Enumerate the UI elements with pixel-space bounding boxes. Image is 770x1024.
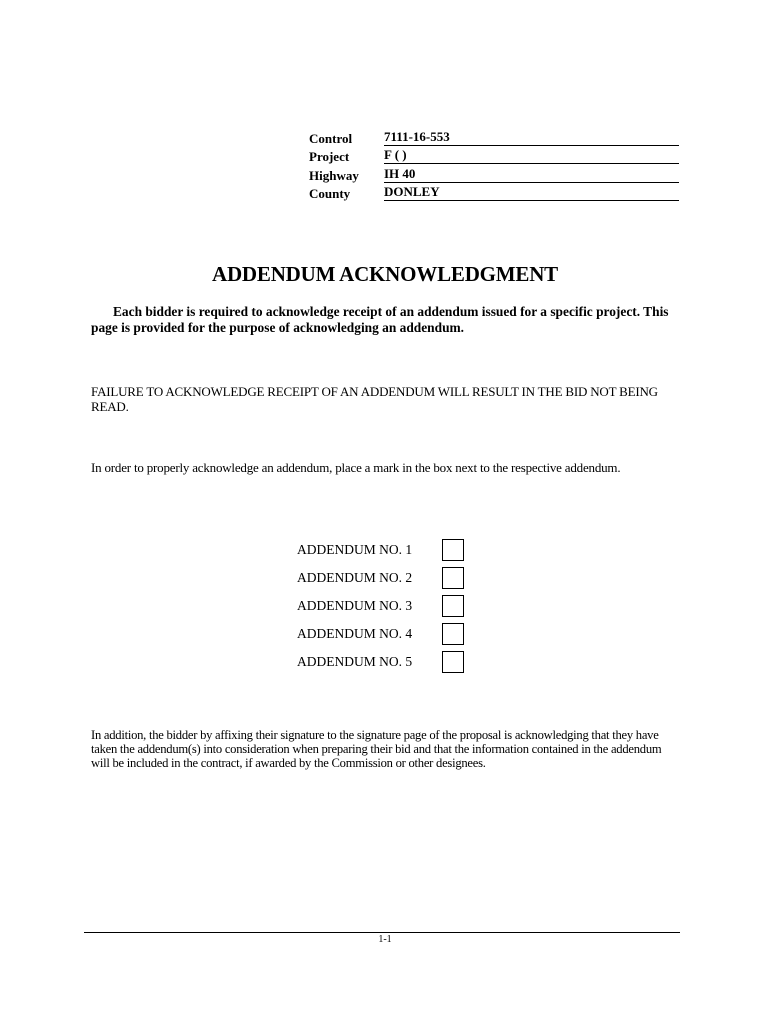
addendum-label-4: ADDENDUM NO. 4: [297, 626, 413, 641]
addendum-list: [297, 536, 477, 676]
addendum-checkbox-1[interactable]: [442, 539, 464, 561]
addendum-label-1: ADDENDUM NO. 1: [297, 542, 413, 557]
warning-paragraph: FAILURE TO ACKNOWLEDGE RECEIPT OF AN ADDENDUM WILL RESULT IN THE BID NOT BEING READ.: [91, 384, 658, 414]
footer-divider: [84, 932, 680, 933]
instruction-paragraph: In order to properly acknowledge an addendum, place a mark in the box next to the respective addendum.: [91, 460, 621, 475]
addendum-checkbox-5[interactable]: [442, 651, 464, 673]
addendum-checkbox-3[interactable]: [442, 595, 464, 617]
highway-label: Highway: [309, 167, 359, 183]
addendum-checkbox-2[interactable]: [442, 567, 464, 589]
project-info-block: [309, 127, 679, 201]
page-number: 1-1: [378, 934, 392, 945]
county-row: [309, 183, 679, 202]
control-value: 7111-16-553: [384, 129, 679, 146]
highway-row: [309, 164, 679, 183]
addendum-label-3: ADDENDUM NO. 3: [297, 598, 413, 613]
addendum-row-4: [297, 620, 477, 648]
addendum-label-2: ADDENDUM NO. 2: [297, 570, 413, 585]
closing-paragraph: In addition, the bidder by affixing their signature to the signature page of the proposal is acknowledging that they have taken the addendum(s) into consideration when preparing their bid and that the information contained in the addendum will be included in the contract, if awarded by the Commission or other designees.: [91, 728, 662, 770]
addendum-label-5: ADDENDUM NO. 5: [297, 654, 413, 669]
addendum-row-2: [297, 564, 477, 592]
control-row: [309, 127, 679, 146]
page-title: ADDENDUM ACKNOWLEDGMENT: [212, 262, 558, 286]
addendum-row-3: [297, 592, 477, 620]
addendum-row-1: [297, 536, 477, 564]
project-value: F ( ): [384, 147, 679, 164]
addendum-row-5: [297, 648, 477, 676]
county-label: County: [309, 186, 351, 201]
intro-paragraph: Each bidder is required to acknowledge receipt of an addendum issued for a specific project. This page is provided for the purpose of acknowledging an addendum.: [91, 304, 669, 335]
control-label: Control: [309, 130, 353, 146]
highway-value: IH 40: [384, 166, 679, 183]
project-row: [309, 146, 679, 165]
addendum-checkbox-4[interactable]: [442, 623, 464, 645]
county-value: DONLEY: [384, 184, 679, 201]
project-label: Project: [309, 149, 350, 164]
